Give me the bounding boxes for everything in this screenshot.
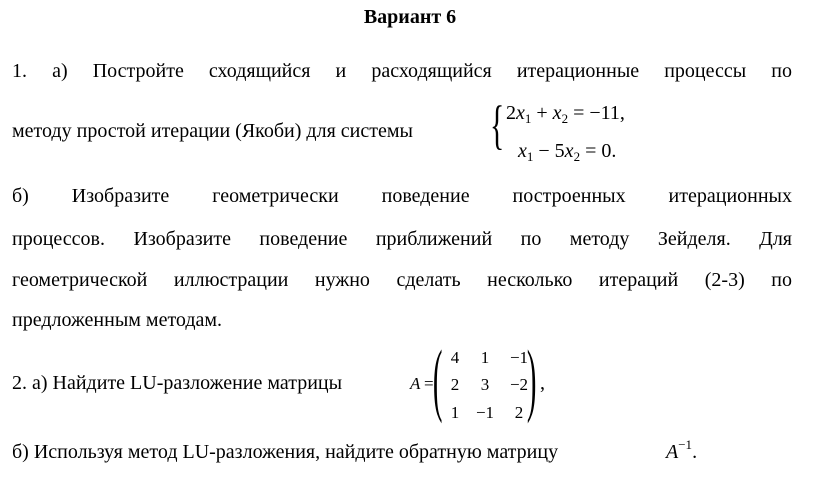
matrix-cell: 4 — [450, 348, 460, 367]
eq1-op: + — [531, 102, 553, 124]
inverse-base: A — [666, 441, 679, 463]
inverse-exponent: −1 — [678, 437, 693, 452]
eq1-sub1: 1 — [524, 111, 532, 126]
eq1-var2: x — [552, 102, 562, 124]
eq2-var2: x — [564, 140, 574, 162]
matrix-cell: 1 — [480, 348, 490, 367]
task2-b-line: б) Используя метод LU-разложения, найдите обратную матрицу — [12, 441, 559, 463]
eq2-op: − 5 — [533, 140, 565, 162]
task1-line1: 1. а) Постройте сходящийся и расходящийся итерационные процессы по — [12, 60, 792, 82]
task1-line2: методу простой итерации (Якоби) для системы — [12, 120, 413, 142]
matrix-right-paren: ) — [526, 333, 537, 424]
task1-b-line1: б) Изобразите геометрически поведение построенных итерационных — [12, 185, 792, 207]
eq1-rhs: = −11, — [568, 102, 625, 124]
eq2-var1: x — [518, 140, 527, 162]
matrix-comma: , — [540, 372, 545, 394]
system-brace: { — [490, 95, 505, 155]
eq2-sub2: 2 — [573, 149, 581, 164]
task1-b-line4: предложенным методам. — [12, 309, 223, 331]
eq2-sub1: 1 — [526, 149, 534, 164]
matrix-cell: −2 — [509, 375, 529, 394]
matrix-cell: 2 — [450, 375, 460, 394]
matrix-cell: 3 — [480, 375, 490, 394]
task1-b-line3: геометрической иллюстрации нужно сделать несколько итераций (2-3) по — [12, 269, 792, 291]
inverse-period: . — [692, 441, 698, 463]
matrix-cell: −1 — [509, 348, 529, 367]
system-eq1 — [506, 102, 625, 125]
matrix-cell: 1 — [450, 403, 460, 422]
matrix-label: A — [410, 374, 421, 393]
page-title: Вариант 6 — [363, 6, 457, 28]
eq1-coef: 2 — [506, 102, 516, 124]
task1-b-line2: процессов. Изобразите поведение приближений по методу Зейделя. Для — [12, 228, 792, 250]
matrix-equals: = — [424, 374, 434, 393]
eq1-var1: x — [516, 102, 525, 124]
matrix-cell: −1 — [475, 403, 495, 422]
eq1-sub2: 2 — [561, 111, 569, 126]
task2-line1: 2. а) Найдите LU-разложение матрицы — [12, 372, 343, 394]
matrix-left-paren: ( — [432, 333, 443, 424]
matrix — [432, 333, 544, 430]
inverse-matrix — [666, 437, 698, 464]
matrix-cell: 2 — [514, 403, 524, 422]
eq2-rhs: = 0. — [580, 140, 617, 162]
system-eq2 — [518, 140, 616, 163]
